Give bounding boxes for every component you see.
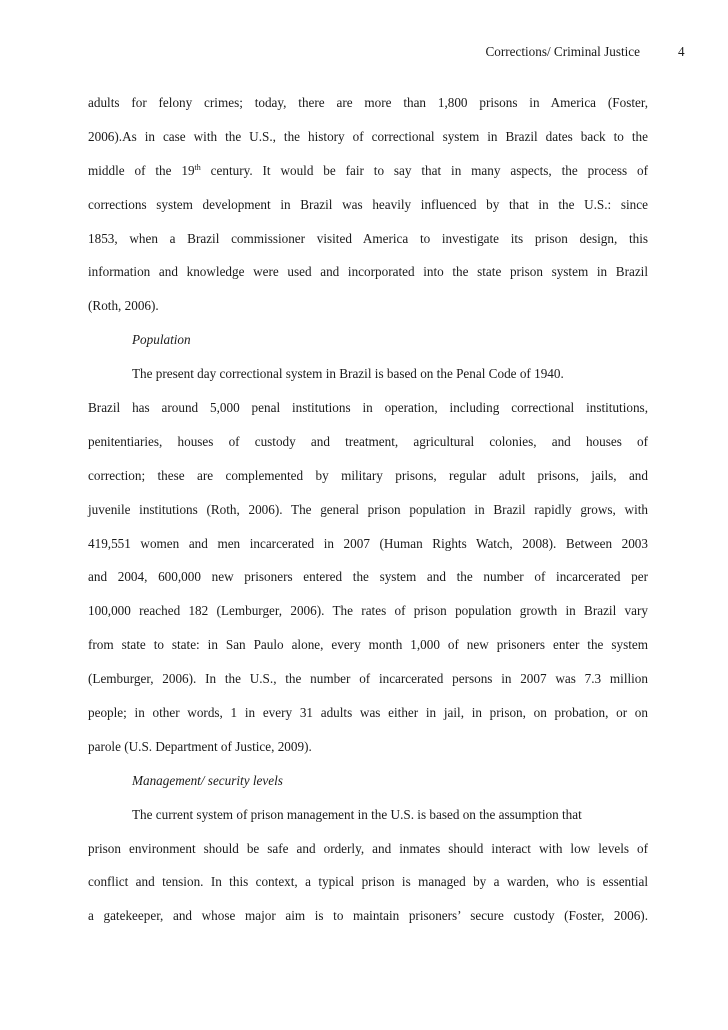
text-line: and 2004, 600,000 new prisoners entered the system and the number of incarcerated per bbox=[88, 569, 648, 585]
page-number: 4 bbox=[678, 44, 685, 59]
text-line: people; in other words, 1 in every 31 adults was either in jail, in prison, on probation, or on bbox=[88, 705, 648, 721]
section-heading-management: Management/ security levels bbox=[132, 772, 283, 788]
ordinal-superscript: th bbox=[194, 162, 201, 172]
text-fragment: century. It would be fair to say that in many aspects, the process of bbox=[200, 162, 648, 178]
text-line: corrections system development in Brazil was heavily influenced by that in the U.S.: since bbox=[88, 196, 648, 212]
text-line: from state to state: in San Paulo alone, every month 1,000 of new prisoners enter the system bbox=[88, 637, 648, 653]
running-head bbox=[485, 44, 685, 60]
running-head-title: Corrections/ Criminal Justice bbox=[485, 44, 640, 59]
text-line: Brazil has around 5,000 penal institutions in operation, including correctional institutions, bbox=[88, 400, 648, 416]
body-text bbox=[88, 86, 648, 933]
section-heading-population: Population bbox=[132, 332, 191, 348]
text-line: The current system of prison management in the U.S. is based on the assumption that bbox=[132, 806, 582, 822]
text-line: (Lemburger, 2006). In the U.S., the number of incarcerated persons in 2007 was 7.3 million bbox=[88, 671, 648, 687]
text-line: The present day correctional system in Brazil is based on the Penal Code of 1940. bbox=[132, 366, 564, 382]
text-line: information and knowledge were used and incorporated into the state prison system in Brazil bbox=[88, 264, 648, 280]
text-line: juvenile institutions (Roth, 2006). The general prison population in Brazil rapidly grows, with bbox=[88, 501, 648, 517]
text-line: (Roth, 2006). bbox=[88, 298, 159, 314]
text-line: conflict and tension. In this context, a typical prison is managed by a warden, who is essential bbox=[88, 874, 648, 890]
text-line: parole (U.S. Department of Justice, 2009). bbox=[88, 738, 312, 754]
text-line: correction; these are complemented by military prisons, regular adult prisons, jails, and bbox=[88, 467, 648, 483]
text-line: 100,000 reached 182 (Lemburger, 2006). The rates of prison population growth in Brazil vary bbox=[88, 603, 648, 619]
text-fragment: middle of the 19 bbox=[88, 162, 195, 178]
text-line: penitentiaries, houses of custody and treatment, agricultural colonies, and houses of bbox=[88, 433, 648, 449]
text-line: 2006).As in case with the U.S., the history of correctional system in Brazil dates back to the bbox=[88, 128, 648, 144]
text-line bbox=[88, 154, 648, 188]
text-line: 419,551 women and men incarcerated in 2007 (Human Rights Watch, 2008). Between 2003 bbox=[88, 535, 648, 551]
text-line: 1853, when a Brazil commissioner visited America to investigate its prison design, this bbox=[88, 230, 648, 246]
text-line: a gatekeeper, and whose major aim is to maintain prisoners’ secure custody (Foster, 2006). bbox=[88, 908, 648, 924]
text-line: adults for felony crimes; today, there are more than 1,800 prisons in America (Foster, bbox=[88, 95, 648, 110]
text-line: prison environment should be safe and orderly, and inmates should interact with low levels of bbox=[88, 840, 648, 856]
